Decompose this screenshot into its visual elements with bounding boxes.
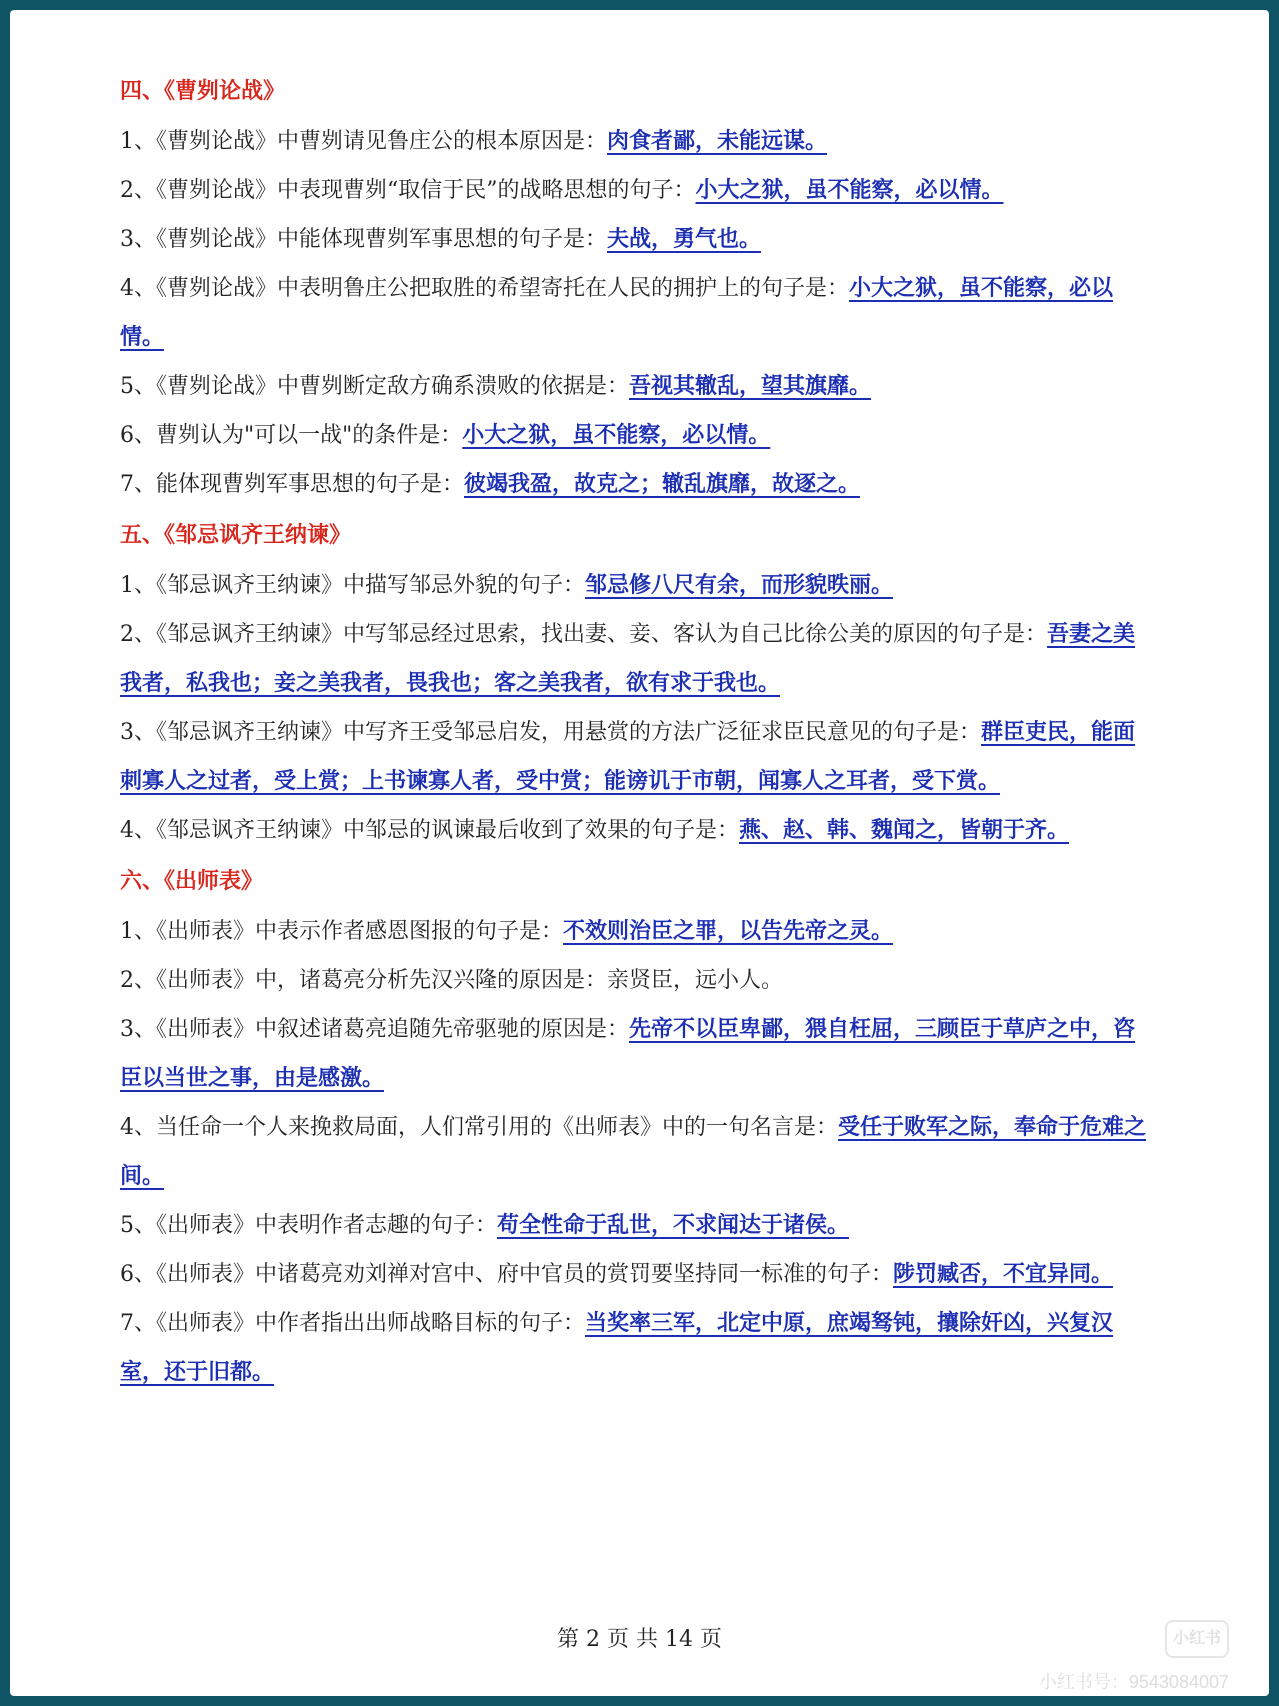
section-heading: 六、《出师表》 [120,868,264,894]
list-item [120,1005,1152,1103]
question-text: 5、《曹刿论战》中曹刿断定敌方确系溃败的依据是： [120,374,629,399]
section-heading: 四、《曹刿论战》 [120,78,286,104]
answer-text: 邹忌修八尺有余，而形貌昳丽。 [585,572,894,598]
list-item [120,362,1152,411]
list-item [120,806,1152,855]
answer-text: 亲贤臣，远小人。 [607,968,784,993]
question-text: 4、当任命一个人来挽救局面，人们常引用的《出师表》中的一句名言是： [120,1115,838,1140]
list-item [120,117,1152,166]
question-text: 2、《曹刿论战》中表现曹刿“取信于民”的战略思想的句子： [120,178,696,203]
list-item [120,907,1152,956]
answer-text: 当奖率三军，北定中原，庶竭驽钝，攘除奸凶，兴复汉室，还于旧都。 [120,1310,1114,1385]
section-chu-shi-biao [120,855,1152,1397]
list-item [120,1250,1152,1299]
answer-text: 彼竭我盈，故克之；辙乱旗靡，故逐之。 [464,471,861,497]
question-text: 3、《出师表》中叙述诸葛亮追随先帝驱驰的原因是： [120,1017,629,1042]
question-text: 2、《出师表》中，诸葛亮分析先汉兴隆的原因是： [120,968,607,993]
list-item [120,561,1152,610]
page-number: 第 2 页 共 14 页 [557,1627,722,1652]
question-text: 1、《出师表》中表示作者感恩图报的句子是： [120,919,563,944]
question-text: 3、《曹刿论战》中能体现曹刿军事思想的句子是： [120,227,607,252]
question-text: 1、《邹忌讽齐王纳谏》中描写邹忌外貌的句子： [120,573,585,598]
list-item [120,460,1152,509]
question-text: 5、《出师表》中表明作者志趣的句子： [120,1213,497,1238]
watermark-logo: 小红书 [1165,1620,1229,1658]
section-cao-gui [120,65,1152,509]
answer-text: 燕、赵、韩、魏闻之，皆朝于齐。 [739,817,1070,843]
list-item [120,215,1152,264]
answer-text: 受任于败军之际，奉命于危难之间。 [120,1114,1147,1189]
question-text: 7、能体现曹刿军事思想的句子是： [120,472,464,497]
question-text: 6、曹刿认为"可以一战"的条件是： [120,423,463,448]
question-text: 2、《邹忌讽齐王纳谏》中写邹忌经过思索，找出妻、妾、客认为自己比徐公美的原因的句子是： [120,622,1048,647]
answer-text: 吾妻之美我者，私我也；妾之美我者，畏我也；客之美我者，欲有求于我也。 [120,621,1136,696]
answer-text: 群臣吏民，能面刺寡人之过者，受上赏；上书谏寡人者，受中赏；能谤讥于市朝，闻寡人之耳者，受下赏。 [120,719,1136,794]
answer-text: 先帝不以臣卑鄙，猥自枉屈，三顾臣于草庐之中，咨臣以当世之事，由是感激。 [120,1016,1136,1091]
list-item [120,1201,1152,1250]
watermark-id: 小红书号：9543084007 [1038,1672,1229,1692]
list-item [120,1299,1152,1397]
list-item [120,956,1152,1005]
question-text: 4、《曹刿论战》中表明鲁庄公把取胜的希望寄托在人民的拥护上的句子是： [120,276,849,301]
answer-text: 肉食者鄙，未能远谋。 [607,128,828,154]
list-item [120,1103,1152,1201]
document-page [10,10,1269,1696]
answer-text: 小大之狱，虽不能察，必以情。 [695,177,1004,203]
list-item [120,411,1152,460]
answer-text: 苟全性命于乱世，不求闻达于诸侯。 [497,1212,850,1238]
question-text: 4、《邹忌讽齐王纳谏》中邹忌的讽谏最后收到了效果的句子是： [120,818,739,843]
answer-text: 夫战，勇气也。 [607,226,762,252]
question-text: 1、《曹刿论战》中曹刿请见鲁庄公的根本原因是： [120,129,607,154]
answer-text: 小大之狱，虽不能察，必以情。 [462,422,771,448]
answer-text: 陟罚臧否，不宜异同。 [893,1261,1114,1287]
section-zou-ji [120,509,1152,855]
content [120,65,1152,1397]
list-item [120,264,1152,362]
question-text: 6、《出师表》中诸葛亮劝刘禅对宫中、府中官员的赏罚要坚持同一标准的句子： [120,1262,893,1287]
answer-text: 不效则治臣之罪，以告先帝之灵。 [563,918,894,944]
section-heading: 五、《邹忌讽齐王纳谏》 [120,522,352,548]
question-text: 3、《邹忌讽齐王纳谏》中写齐王受邹忌启发，用悬赏的方法广泛征求臣民意见的句子是： [120,720,982,745]
list-item [120,610,1152,708]
answer-text: 吾视其辙乱，望其旗靡。 [629,373,872,399]
answer-text: 小大之狱，虽不能察，必以情。 [120,275,1114,350]
list-item [120,708,1152,806]
question-text: 7、《出师表》中作者指出出师战略目标的句子： [120,1311,585,1336]
list-item [120,166,1152,215]
